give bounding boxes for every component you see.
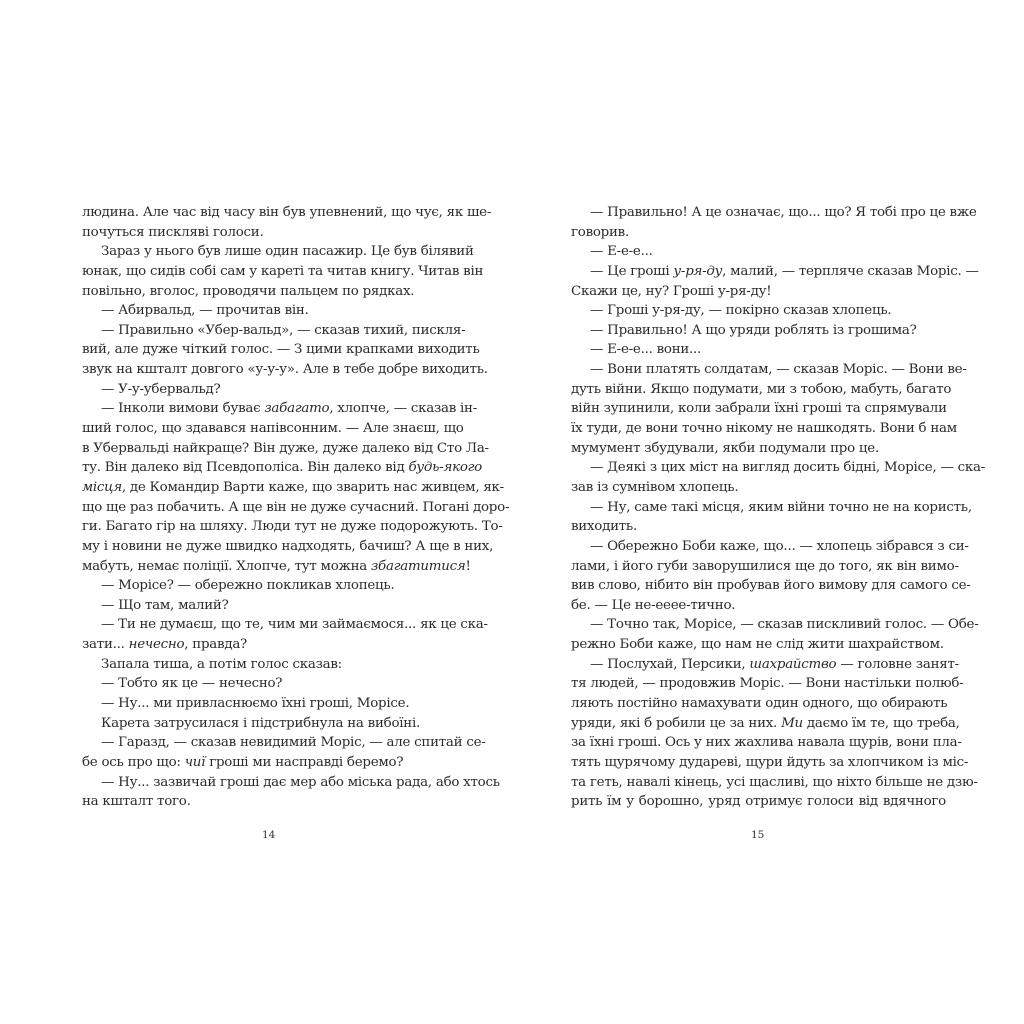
- text-run: , хлопче, — сказав ін-: [329, 401, 478, 417]
- text-line: [82, 557, 471, 577]
- text-line: мумумент збудували, якби подумали про це.: [571, 440, 879, 456]
- text-run: , малий, — терпляче сказав Моріс. —: [722, 263, 979, 279]
- text-line: режно Боби каже, що нам не слід жити шахрайством.: [571, 637, 944, 653]
- text-line: — Ну, саме такі місця, яким війни точно не на користь,: [590, 499, 972, 515]
- text-line: виходить.: [571, 519, 637, 535]
- text-run: бе ось про що:: [82, 754, 185, 770]
- italic-emphasis: чиї: [184, 754, 206, 770]
- text-line: — Правильно! А що уряди роблять із грошима?: [590, 322, 917, 338]
- text-run: !: [465, 558, 471, 574]
- left-page: [82, 203, 510, 812]
- text-line: за їхні гроші. Ось у них жахлива навала щурів, вони пла-: [571, 735, 962, 751]
- text-line: почуться пискляві голоси.: [82, 224, 264, 240]
- text-line: — Морісе? — обережно покликав хлопець.: [101, 578, 395, 594]
- text-run: уряди, які б робили це за них.: [571, 715, 782, 731]
- text-line: що ще раз побачить. А ще він не дуже сучасний. Погані доро-: [82, 499, 510, 515]
- text-run: зати...: [82, 637, 129, 653]
- text-line: [571, 714, 960, 734]
- italic-emphasis: нечесно: [128, 637, 185, 653]
- text-run: даємо їм те, що треба,: [802, 715, 960, 731]
- text-line: [82, 478, 504, 498]
- text-line: — Правильно «Убер-вальд», — сказав тихий, пискля-: [101, 322, 466, 338]
- text-line: — Деякі з цих міст на вигляд досить бідні, Морісе, — ска-: [590, 460, 986, 476]
- text-line: рить їм у борошно, уряд отримує голоси від вдячного: [571, 794, 946, 810]
- text-line: — Абирвальд, — прочитав він.: [101, 303, 309, 319]
- text-line: [571, 655, 959, 675]
- text-line: — У-у-убервальд?: [101, 381, 221, 397]
- text-line: юнак, що сидів собі сам у кареті та читав книгу. Читав він: [82, 263, 484, 279]
- text-line: в Убервальді найкраще? Він дуже, дуже далеко від Сто Ла-: [82, 440, 489, 456]
- text-line: — Правильно! А це означає, що... що? Я тобі про це вже: [590, 205, 977, 220]
- text-line: на кшталт того.: [82, 794, 191, 810]
- text-line: лами, і його губи заворушилися ще до того, як він вимо-: [571, 558, 959, 574]
- text-line: та геть, навалі кінець, усі щасливі, що ніхто більше не дзю-: [571, 774, 978, 790]
- italic-emphasis: будь-якого: [408, 460, 482, 476]
- text-line: ляють постійно намахувати один одного, що обирають: [571, 696, 948, 712]
- text-line: — Гроші у-ря-ду, — покірно сказав хлопець.: [590, 303, 892, 319]
- text-line: тя людей, — продовжив Моріс. — Вони настільки полюб-: [571, 676, 964, 692]
- text-run: — головне занят-: [836, 656, 959, 672]
- text-line: [82, 753, 457, 773]
- text-line: [82, 635, 457, 655]
- text-line: зав із сумнівом хлопець.: [571, 479, 739, 495]
- text-run: — Інколи вимови буває: [101, 401, 265, 417]
- text-line: — Ну... ми привласнюємо їхні гроші, Морісе.: [101, 696, 410, 712]
- text-line: ги. Багато гір на шляху. Люди тут не дуже подорожують. То-: [82, 519, 503, 535]
- italic-emphasis: шахрайство: [749, 656, 837, 672]
- text-line: [82, 399, 478, 419]
- text-line: Запала тиша, а потім голос сказав:: [101, 656, 342, 672]
- text-line: — Тобто як це — нечесно?: [101, 676, 283, 692]
- italic-emphasis: збагатитися: [371, 558, 466, 574]
- text-run: мабуть, немає поліції. Хлопче, тут можна: [82, 558, 371, 574]
- text-line: — Що там, малий?: [101, 597, 229, 613]
- text-line: [82, 458, 482, 478]
- italic-emphasis: забагато: [264, 401, 330, 417]
- text-line: — Обережно Боби каже, що... — хлопець зібрався з си-: [590, 538, 969, 554]
- italic-emphasis: у-ря-ду: [673, 263, 723, 279]
- text-line: їх туди, де вони точно нікому не нашкодять. Вони б нам: [571, 421, 957, 437]
- text-line: вий, але дуже чіткий голос. — З цими крапками виходить: [82, 342, 480, 358]
- text-line: повільно, вголос, проводячи пальцем по рядках.: [82, 283, 415, 299]
- text-line: — Е-е-е...: [590, 244, 653, 260]
- text-line: Скажи це, ну? Гроші у-ря-ду!: [571, 283, 772, 299]
- text-run: , де Командир Варти каже, що зварить нас живцем, як-: [121, 479, 504, 495]
- text-run: , правда?: [184, 637, 247, 653]
- text-line: му і новини не дуже швидко надходять, бачиш? А ще в них,: [82, 538, 494, 554]
- page-number-left: 14: [262, 829, 276, 841]
- text-line: — Гаразд, — сказав невидимий Моріс, — але спитай се-: [101, 735, 486, 751]
- text-line: дуть війни. Якщо подумати, ми з тобою, мабуть, багато: [571, 381, 952, 397]
- text-line: людина. Але час від часу він був упевнений, що чує, як ше-: [82, 205, 492, 220]
- text-line: — Ну... зазвичай гроші дає мер або міська рада, або хтось: [101, 774, 500, 790]
- text-run: — Послухай, Персики,: [590, 656, 750, 672]
- text-run: гроші ми насправді беремо?: [205, 754, 404, 770]
- text-line: — Вони платять солдатам, — сказав Моріс. — Вони ве-: [590, 362, 967, 378]
- text-line: Карета затрусилася і підстрибнула на вибоїні.: [101, 715, 421, 731]
- text-line: — Ти не думаєш, що те, чим ми займаємося... як це ска-: [101, 617, 488, 633]
- page-number-right: 15: [751, 829, 765, 841]
- text-run: ту. Він далеко від Псевдополіса. Він далеко від: [82, 460, 409, 476]
- text-run: — Це гроші: [590, 263, 674, 279]
- text-line: звук на кшталт довгого «у-у-у». Але в тебе добре виходить.: [82, 362, 488, 378]
- text-line: бе. — Це не-еееe-тично.: [571, 597, 736, 613]
- text-line: [571, 262, 979, 282]
- text-line: ший голос, що здавався напівсонним. — Але знаєш, що: [82, 421, 464, 437]
- text-line: вив слово, нібито він пробував його вимову для самого се-: [571, 578, 971, 594]
- text-line: говорив.: [571, 224, 629, 240]
- italic-emphasis: Ми: [781, 715, 803, 731]
- text-line: — Точно так, Морісе, — сказав пискливий голос. — Обе-: [590, 617, 979, 633]
- text-line: — Е-е-е... вони...: [590, 342, 702, 358]
- italic-emphasis: місця: [82, 479, 122, 495]
- text-line: Зараз у нього був лише один пасажир. Це був білявий: [101, 244, 474, 260]
- text-line: тять щурячому дудареві, щури йдуть за хлопчиком із міс-: [571, 754, 969, 770]
- text-line: війн зупинили, коли забрали їхні гроші та спрямували: [571, 401, 947, 417]
- right-page: [571, 203, 986, 812]
